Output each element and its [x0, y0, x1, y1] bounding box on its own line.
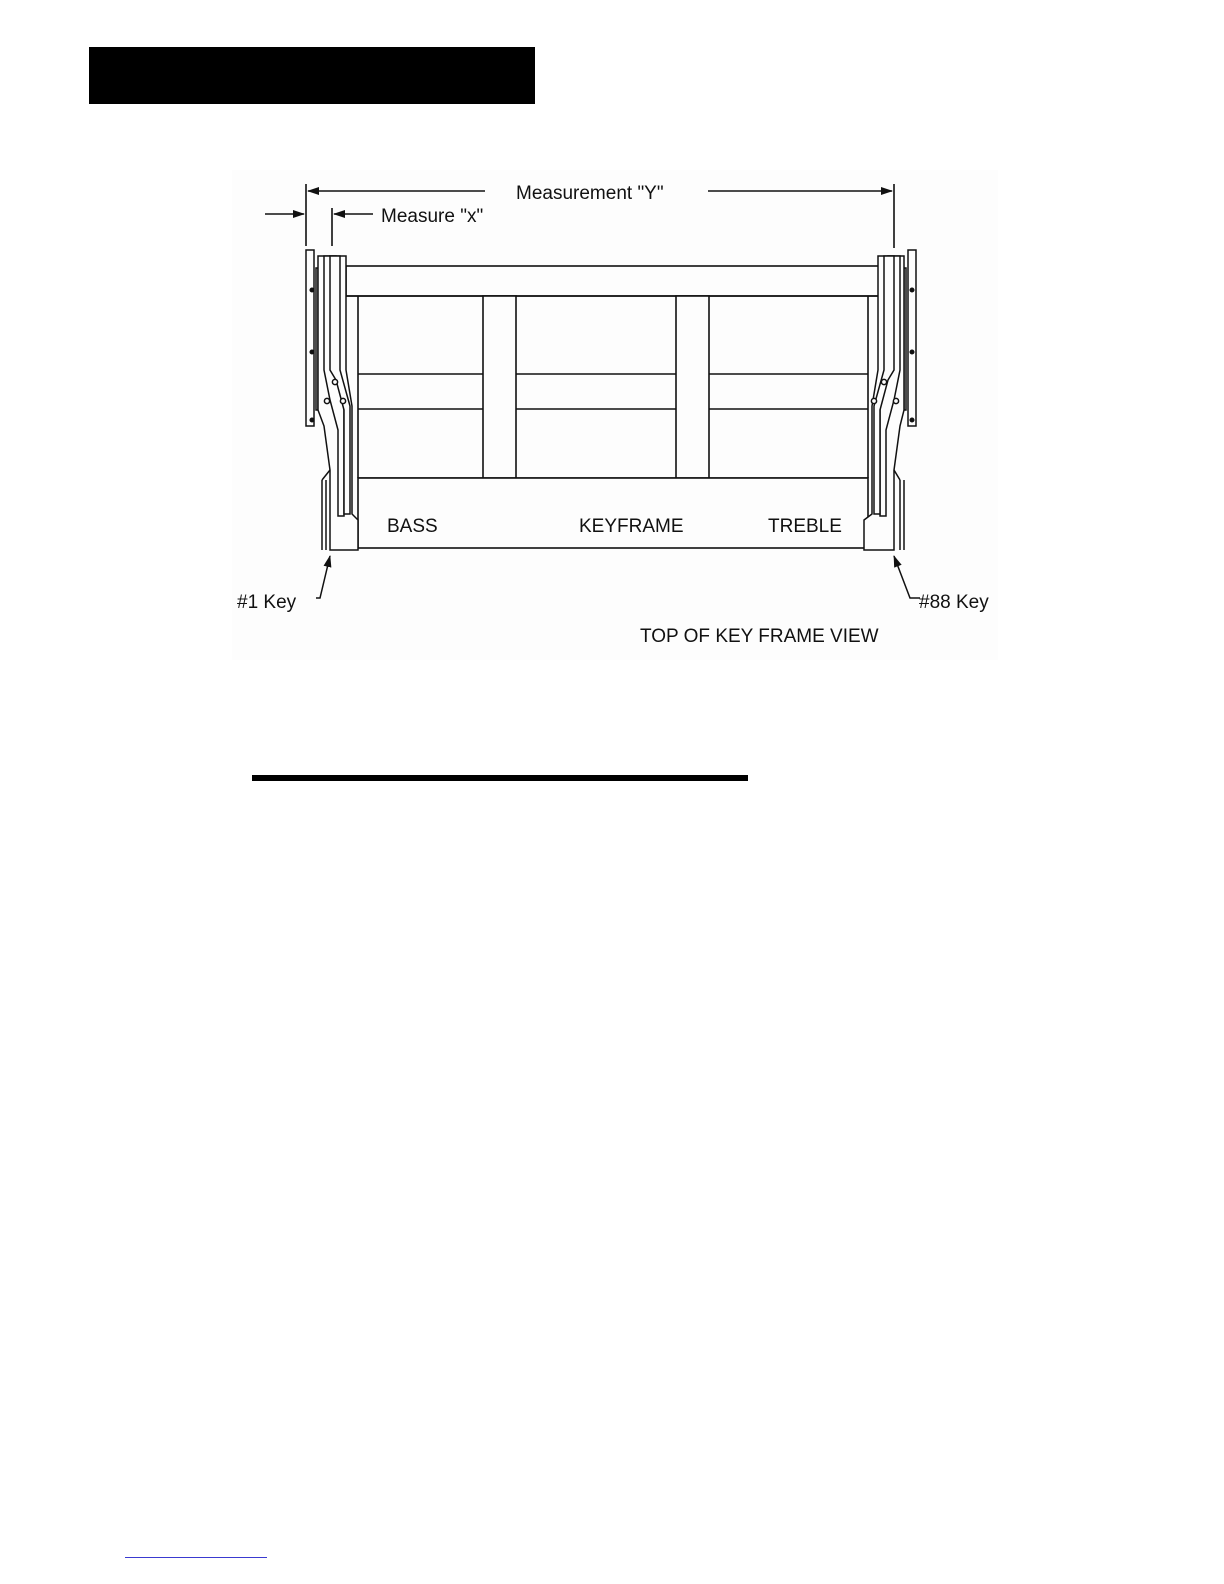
view-caption: TOP OF KEY FRAME VIEW: [640, 626, 879, 647]
measure-x-label: Measure "x": [381, 206, 484, 227]
footer-link-underline: [125, 1557, 267, 1558]
header-bar: [89, 47, 535, 104]
key-1-label: #1 Key: [237, 592, 297, 613]
measure-x-dimension: [265, 208, 373, 246]
key-leaders: [316, 556, 920, 598]
key-88-label: #88 Key: [919, 592, 989, 613]
keyframe-frame: [346, 266, 880, 548]
measurement-y-label: Measurement "Y": [516, 183, 664, 204]
keyframe-label: KEYFRAME: [579, 516, 684, 537]
keyframe-drawing: [232, 170, 998, 660]
bass-label: BASS: [387, 516, 438, 537]
keyframe-diagram: [232, 170, 998, 660]
treble-label: TREBLE: [768, 516, 842, 537]
separator-rule: [252, 775, 748, 781]
